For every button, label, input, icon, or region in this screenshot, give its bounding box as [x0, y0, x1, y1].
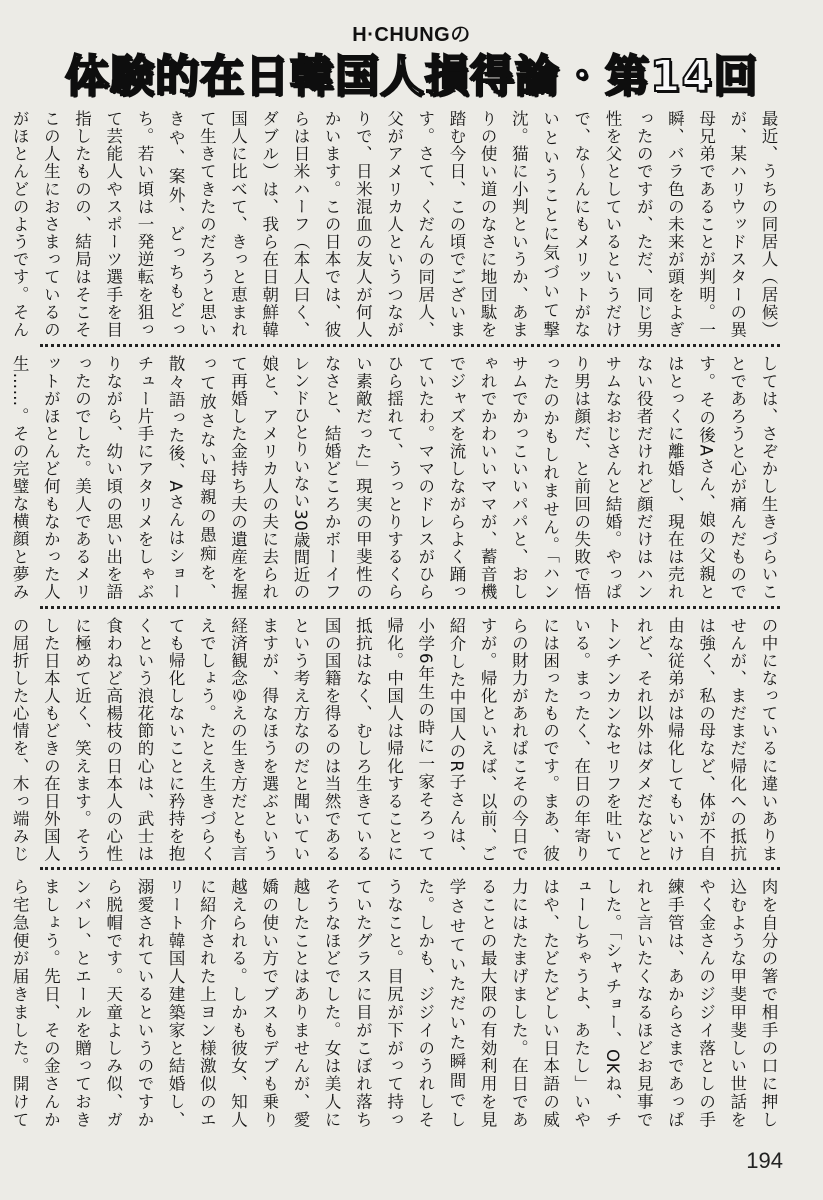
page-number: 194	[746, 1148, 783, 1173]
column-title: 体験的在日韓国人損得論・第14回	[64, 51, 759, 102]
body-text-1: 最近、うちの同居人（居候）が、某ハリウッドスターの異母兄弟であることが判明。一瞬、バラ色の未来が頭をよぎったのですが、ただ、同じ男性を父としているというだけで、な〜んにもメリットがないということに気づいて撃沈。猫に小判というか、あまりの使い道のなさに地団駄を踏む今日、この頃でございます。さて、くだんの同居人、父がアメリカ人というつながりで、日米混血の友人が何人かいます。この日本では、彼らは日米ハーフ（本人曰く、ダブル）は、我ら在日朝鮮韓国人に比べて、きっと恵まれて生きてきたのだろうと思いきや、案外、どっちもどっち。若い頃は一発逆転を狙って芸能人やスポーツ選手を目指したものの、結局はそこそこの人生におさまっているのがほとんどのようです。そん	[10, 110, 778, 338]
body-text-3: の中になっているに違いありませんが、まだまだ帰化への抵抗は強く、私の母など、体が不自由な従弟がは帰化してもいいけれど、それ以外はダメだなどとトンチンカンなセリフを吐いている。まったく、在日の年寄りには困ったものです。まあ、彼らの財力があればこその今日ですが。帰化といえば、以前、ご紹介した中国人のR子さんは、小学6年生の時に一家そろって帰化。中国人は帰化することに抵抗はなく、むしろ生きている国の国籍を得るのは当然であるという考え方なのだと聞いていますが、得なほうを選ぶという経済観念ゆえの生き方だとも言えでしょう。たとえ生きづらくても帰化しないことに矜持を抱くという浪花節的心は、武士は食わねど高楊枝の日本人の心性に極めて近く、笑えます。そうした日本人もどきの在日外国人の屈折した心情を、木っ端みじ	[10, 617, 778, 862]
series-label: H·CHUNGの	[352, 24, 471, 46]
dotted-divider-3	[40, 867, 780, 870]
dotted-divider-2	[40, 606, 780, 609]
text-block-4	[10, 878, 784, 1128]
body-text-2: しては、さぞかし生きづらいことであろうと心が痛んだものです。その後Aさん、娘の父親とはとっくに離婚し、現在は売れない役者だけれど顔だけはハンサムなおじさんと結婚。やっぱり男は顔だ、と前回の失敗で悟ったのかもしれません。「ハンサムでかっこいいパパと、おしゃれでかわいいママが、蓄音機でジャズを流しながらよく踊っていたわ。ママのドレスがひらひら揺れて、うっとりするくらい素敵だった」現実の甲斐性のなさと、結婚どころかボーイフレンドひとりいない30歳間近の娘と、アメリカ人の夫に去られて再婚した金持ち夫の遺産を握って放さない母親の愚痴を、散々語った後、Aさんはショーチュー片手にアタリメをしゃぶりながら、幼い頃の思い出を語ったのでした。美人であるメリットがほとんど何もなかった人生……。その完璧な横顔と夢み	[10, 355, 778, 600]
text-block-1	[10, 110, 784, 338]
text-block-2	[10, 355, 784, 600]
dotted-divider-1	[40, 344, 780, 347]
text-block-3	[10, 617, 784, 862]
body-text-4: 肉を自分の箸で相手の口に押し込むような甲斐甲斐しい世話をやく金さんのジジイ落としの手練手管は、あからさまであっぱれと言いたくなるほどお見事でした。「シャチョー、OKね、チューしちゃうよ、あたし」いやはや、たどたどしい日本語の威力にはたまげました。在日であることの最大限の有効利用を見学させていただいた瞬間でした。しかも、ジジイのうれしそうなこと。目尻が下がって持っていたグラスに目がこぼれ落ちそうなほどでした。女は美人に越したことはありませんが、愛嬌の使い方でブスもデブも乗り越えられる。しかも彼女、知人に紹介された上ヨン様激似のエリート韓国人建築家と結婚し、溺愛されているというのですから脱帽です。天童よしみ似、ガンバレ、とエールを贈っておきましょう。先日、その金さんから宅急便が届きました。開けて	[10, 878, 778, 1128]
